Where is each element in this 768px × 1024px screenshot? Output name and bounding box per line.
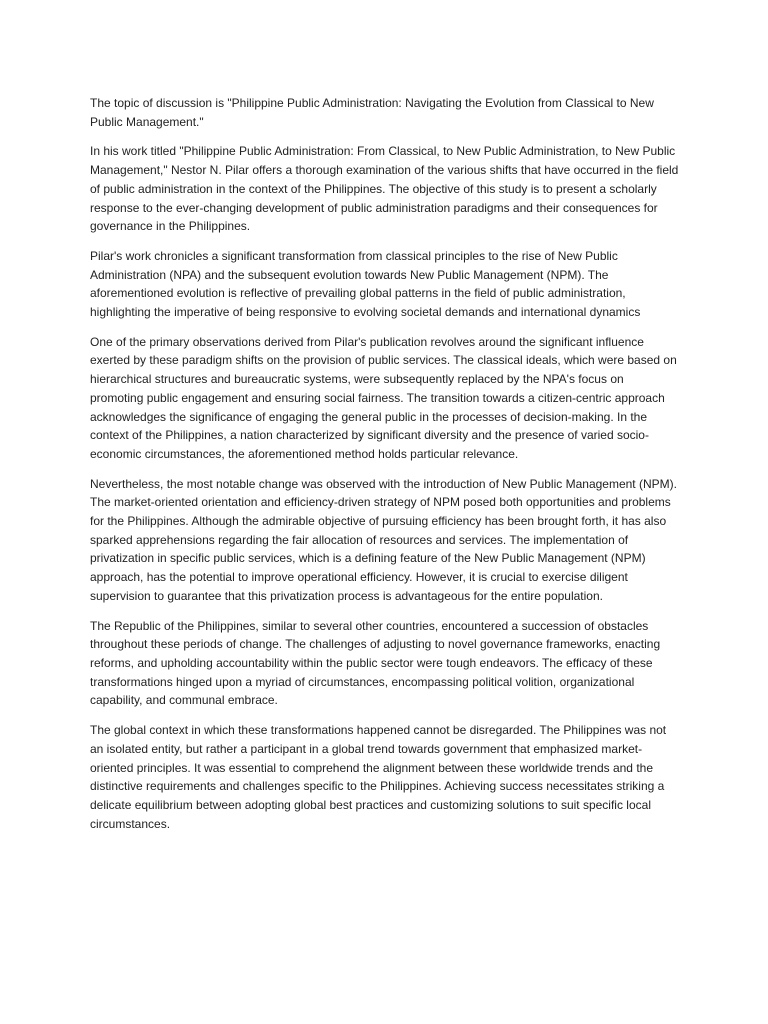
- paragraph-obstacles: The Republic of the Philippines, similar to several other countries, encountered a succession of obstacles throughout these periods of change. The challenges of adjusting to novel governance frameworks, enacting reforms, and upholding accountability within the public sector were tough endeavors. The efficacy of these transformations hinged upon a myriad of circumstances, encompassing political volition, organizational capability, and communal embrace.: [90, 618, 661, 708]
- paragraph-global-context: The global context in which these transformations happened cannot be disregarded. The Philippines was not an isolated entity, but rather a participant in a global trend towards government that emphasized market-oriented principles. It was essential to comprehend the alignment between these worldwide trends and the distinctive requirements and challenges specific to the Philippines. Achieving success necessitates striking a delicate equilibrium between adopting global best practices and customizing solutions to suit specific local circumstances.: [90, 723, 667, 831]
- paragraph-transformation: Pilar's work chronicles a significant transformation from classical principles to the rise of New Public Administration (NPA) and the subsequent evolution towards New Public Management (NPM). The aforementioned evolution is reflective of prevailing global patterns in the field of public administration, highlighting the imperative of being responsive to evolving societal demands and international dynamics: [90, 248, 641, 320]
- paragraph-npm: Nevertheless, the most notable change was observed with the introduction of New Public Management (NPM). The market-oriented orientation and efficiency-driven strategy of NPM posed both opportunities and problems for the Philippines. Although the admirable objective of pursuing efficiency has been brought forth, it has also sparked apprehensions regarding the fair allocation of resources and services. The implementation of privatization in specific public services, which is a defining feature of the New Public Management (NPM) approach, has the potential to improve operational efficiency. However, it is crucial to exercise diligent supervision to guarantee that this privatization process is advantageous for the entire population.: [90, 476, 677, 603]
- paragraph-public-services: One of the primary observations derived from Pilar's publication revolves around the significant influence exerted by these paradigm shifts on the provision of public services. The classical ideals, which were based on hierarchical structures and bureaucratic systems, were subsequently replaced by the NPA's focus on promoting public engagement and ensuring social fairness. The transition towards a citizen-centric approach acknowledges the significance of engaging the general public in the processes of decision-making. In the context of the Philippines, a nation characterized by significant diversity and the presence of varied socio-economic circumstances, the aforementioned method holds particular relevance.: [90, 334, 677, 461]
- paragraph-pilar-work: In his work titled "Philippine Public Administration: From Classical, to New Public Administration, to New Public Management," Nestor N. Pilar offers a thorough examination of the various shifts that have occurred in the field of public administration in the context of the Philippines. The objective of this study is to present a scholarly response to the ever-changing development of public administration paradigms and their consequences for governance in the Philippines.: [90, 144, 679, 234]
- document-body: [90, 94, 680, 844]
- paragraph-topic: The topic of discussion is "Philippine Public Administration: Navigating the Evolution from Classical to New Public Management.": [90, 96, 654, 129]
